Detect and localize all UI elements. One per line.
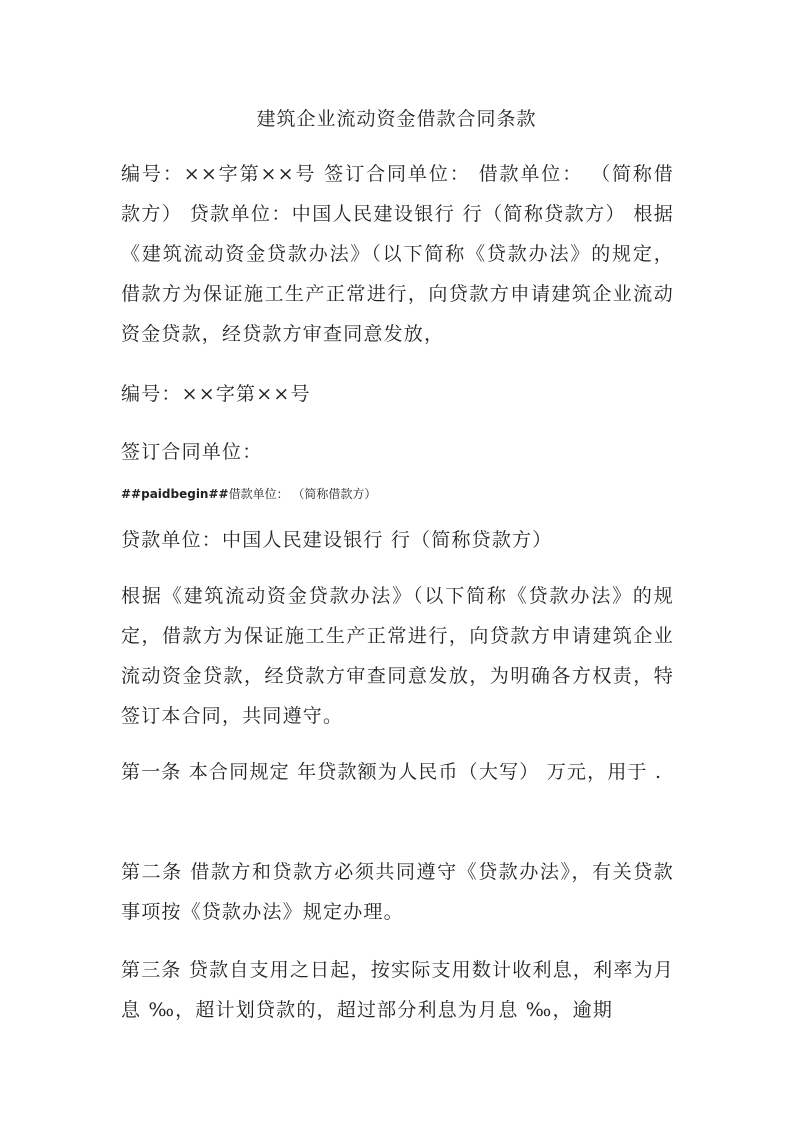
signing-unit-line: 签订合同单位：: [121, 441, 263, 463]
document-title: 建筑企业流动资金借款合同条款: [256, 108, 537, 130]
paid-tag: ##paidbegin##: [121, 487, 229, 501]
borrower-text: 借款单位： （简称借款方）: [228, 487, 377, 501]
intro-paragraph: 编号：××字第××号 签订合同单位： 借款单位： （简称借款方） 贷款单位：中国人民建设银行 行（简称贷款方） 根据《建筑流动资金贷款办法》（以下简称《贷款办法》的规定，借款方为保证施工生产正常进行，向贷款方申请建筑企业流动资金贷款，经贷款方审查同意发放，: [121, 163, 674, 345]
article-3: 第三条 贷款自支用之日起，按实际支用数计收利息，利率为月息 ‰，超计划贷款的，超过部分利息为月息 ‰，逾期: [121, 959, 674, 1021]
borrower-line: [121, 484, 376, 504]
article-2: 第二条 借款方和贷款方必须共同遵守《贷款办法》，有关贷款事项按《贷款办法》规定办理。: [121, 861, 674, 923]
basis-paragraph: 根据《建筑流动资金贷款办法》（以下简称《贷款办法》的规定，借款方为保证施工生产正常进行，向贷款方申请建筑企业流动资金贷款，经贷款方审查同意发放，为明确各方权责，特签订本合同，共同遵守。: [121, 585, 674, 727]
contract-number-line: 编号：××字第××号: [121, 383, 311, 405]
lender-line: 贷款单位：中国人民建设银行 行（简称贷款方）: [121, 529, 553, 551]
article-1: 第一条 本合同规定 年贷款额为人民币（大写） 万元，用于 .: [121, 761, 663, 783]
